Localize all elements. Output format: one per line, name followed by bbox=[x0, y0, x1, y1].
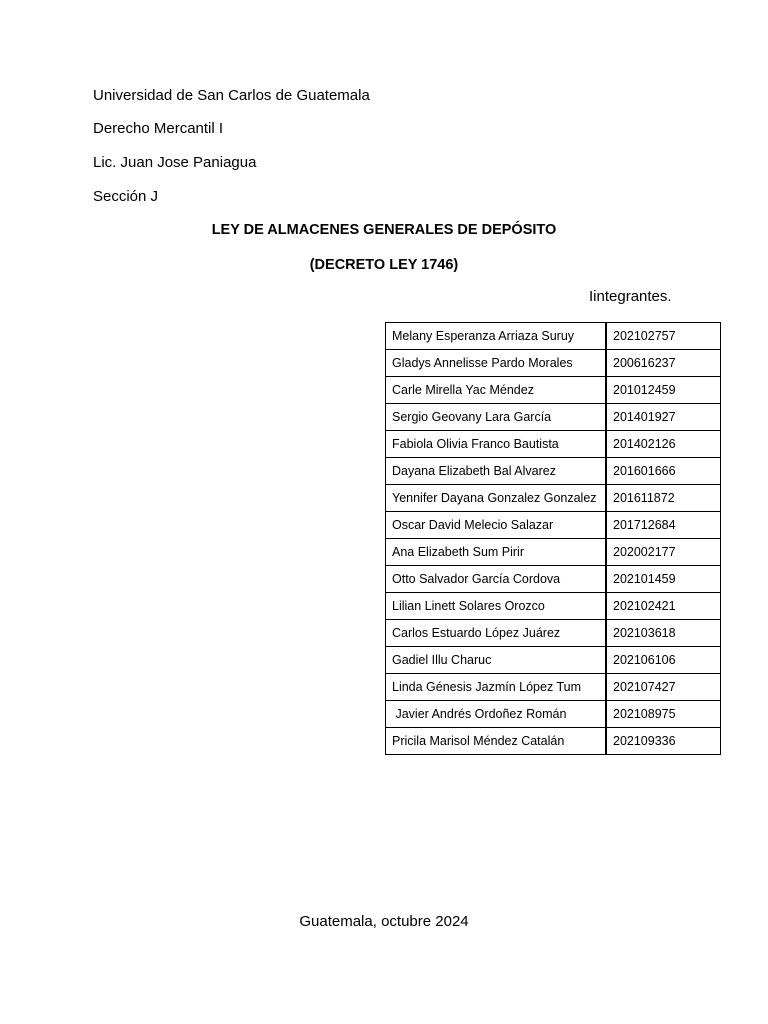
member-name: Gladys Annelisse Pardo Morales bbox=[386, 350, 607, 377]
table-row bbox=[386, 566, 721, 593]
member-name: Otto Salvador García Cordova bbox=[386, 566, 607, 593]
member-id: 202101459 bbox=[606, 566, 721, 593]
member-id: 200616237 bbox=[606, 350, 721, 377]
document-subtitle: (DECRETO LEY 1746) bbox=[309, 257, 459, 273]
section-name: Sección J bbox=[93, 188, 159, 205]
table-row bbox=[386, 377, 721, 404]
member-name: Carlos Estuardo López Juárez bbox=[386, 620, 607, 647]
member-name: Sergio Geovany Lara García bbox=[386, 404, 607, 431]
table-row bbox=[386, 323, 721, 350]
member-name: Linda Génesis Jazmín López Tum bbox=[386, 674, 607, 701]
table-row bbox=[386, 458, 721, 485]
place-date: Guatemala, octubre 2024 bbox=[299, 913, 469, 930]
document-title: LEY DE ALMACENES GENERALES DE DEPÓSITO bbox=[211, 222, 557, 238]
university-name: Universidad de San Carlos de Guatemala bbox=[93, 87, 370, 104]
member-name: Gadiel Illu Charuc bbox=[386, 647, 607, 674]
table-row bbox=[386, 431, 721, 458]
member-name: Ana Elizabeth Sum Pirir bbox=[386, 539, 607, 566]
member-id: 202002177 bbox=[606, 539, 721, 566]
table-row bbox=[386, 350, 721, 377]
member-name: Melany Esperanza Arriaza Suruy bbox=[386, 323, 607, 350]
member-id: 201712684 bbox=[606, 512, 721, 539]
member-id: 201402126 bbox=[606, 431, 721, 458]
table-row bbox=[386, 701, 721, 728]
member-name: Oscar David Melecio Salazar bbox=[386, 512, 607, 539]
member-name: Carle Mirella Yac Méndez bbox=[386, 377, 607, 404]
member-id: 201012459 bbox=[606, 377, 721, 404]
table-row bbox=[386, 674, 721, 701]
course-name: Derecho Mercantil I bbox=[93, 120, 224, 137]
table-row bbox=[386, 485, 721, 512]
members-label: Iintegrantes. bbox=[589, 288, 672, 305]
member-name: Fabiola Olivia Franco Bautista bbox=[386, 431, 607, 458]
member-name: Pricila Marisol Méndez Catalán bbox=[386, 728, 607, 755]
member-id: 202103618 bbox=[606, 620, 721, 647]
member-id: 202102757 bbox=[606, 323, 721, 350]
table-row bbox=[386, 593, 721, 620]
members-table bbox=[385, 322, 721, 755]
table-row bbox=[386, 647, 721, 674]
member-id: 202102421 bbox=[606, 593, 721, 620]
member-id: 202106106 bbox=[606, 647, 721, 674]
member-name: Lilian Linett Solares Orozco bbox=[386, 593, 607, 620]
table-row bbox=[386, 620, 721, 647]
table-row bbox=[386, 512, 721, 539]
member-name: Javier Andrés Ordoñez Román bbox=[386, 701, 607, 728]
member-id: 201401927 bbox=[606, 404, 721, 431]
member-id: 201601666 bbox=[606, 458, 721, 485]
member-id: 202107427 bbox=[606, 674, 721, 701]
table-row bbox=[386, 539, 721, 566]
member-id: 201611872 bbox=[606, 485, 721, 512]
member-id: 202108975 bbox=[606, 701, 721, 728]
professor-name: Lic. Juan Jose Paniagua bbox=[93, 154, 257, 171]
member-name: Dayana Elizabeth Bal Alvarez bbox=[386, 458, 607, 485]
table-row bbox=[386, 404, 721, 431]
table-row bbox=[386, 728, 721, 755]
member-id: 202109336 bbox=[606, 728, 721, 755]
member-name: Yennifer Dayana Gonzalez Gonzalez bbox=[386, 485, 607, 512]
